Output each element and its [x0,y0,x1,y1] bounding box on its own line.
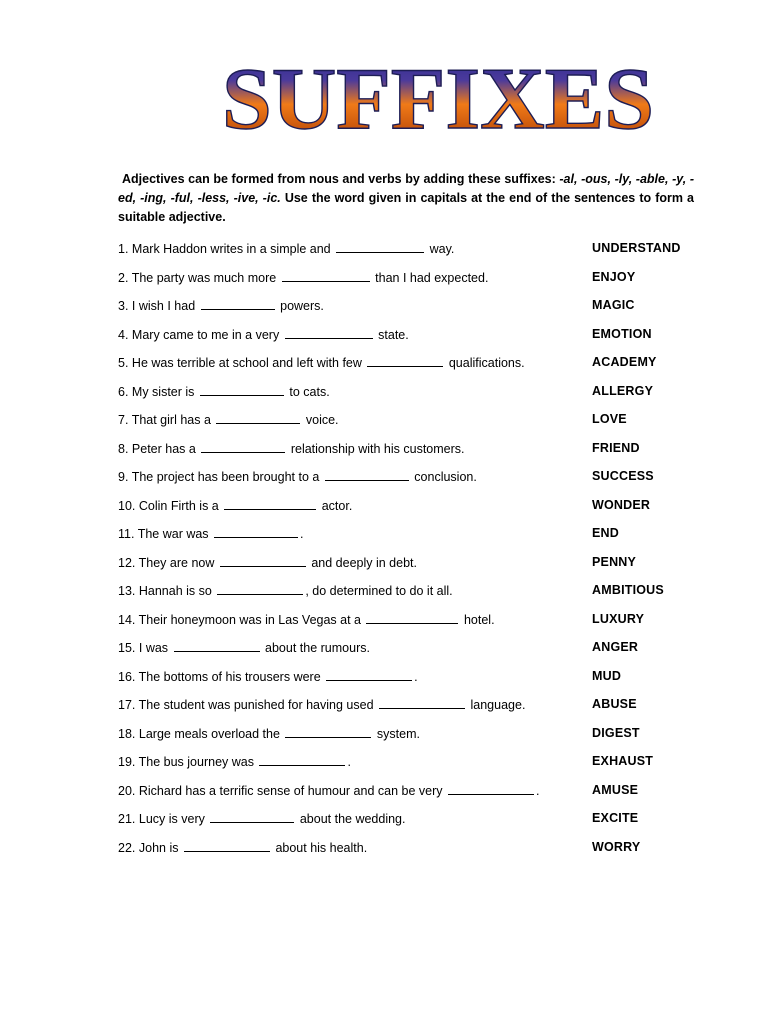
sentence-after-blank: hotel. [463,612,495,627]
item-number: 2. [118,270,129,285]
exercise-sentence [118,525,304,542]
base-word: LUXURY [592,611,645,626]
exercise-item [118,326,718,355]
sentence-before-blank: The project has been brought to a [131,470,320,484]
sentence-before-blank: The bottoms of his trousers were [138,669,321,684]
sentence-after-blank: way. [429,242,455,256]
sentence-before-blank: Richard has a terrific sense of humour and can be very [138,783,443,798]
sentence-after-blank: . [347,755,351,769]
instructions [118,170,694,227]
answer-blank[interactable] [282,269,370,282]
item-number: 20. [118,783,136,798]
sentence-before-blank: The student was punished for having used [138,698,374,712]
answer-blank[interactable] [220,554,306,567]
title-wordart [218,58,658,138]
sentence-after-blank: voice. [305,413,339,427]
exercise-sentence [118,326,409,343]
base-word: ALLERGY [592,383,654,398]
exercise-item [118,611,718,640]
answer-blank[interactable] [285,326,373,339]
exercise-item [118,582,718,611]
exercise-item [118,668,718,697]
base-word: ENJOY [592,269,636,284]
exercise-item [118,240,718,269]
answer-blank[interactable] [366,611,458,624]
sentence-before-blank: He was terrible at school and left with few [131,356,362,370]
answer-blank[interactable] [201,297,275,310]
item-number: 11. [118,527,135,541]
sentence-after-blank: about the rumours. [265,641,370,655]
answer-blank[interactable] [184,839,270,852]
item-number: 16. [118,669,136,684]
answer-blank[interactable] [216,411,300,424]
base-word: EXCITE [592,811,639,825]
exercise-sentence [118,839,367,856]
answer-blank[interactable] [367,354,443,367]
exercise-sentence [118,725,420,742]
exercise-sentence [118,468,477,485]
base-word: WORRY [592,839,641,854]
answer-blank[interactable] [379,696,465,709]
sentence-after-blank: about his health. [275,840,368,855]
item-number: 7. [118,413,129,427]
item-number: 14. [118,612,136,627]
sentence-before-blank: Their honeymoon was in Las Vegas at a [138,612,361,627]
answer-blank[interactable] [200,383,284,396]
exercise-item [118,554,718,583]
answer-blank[interactable] [217,582,303,595]
exercise-sentence [118,810,405,827]
sentence-before-blank: Large meals overload the [138,726,280,741]
item-number: 18. [118,726,136,741]
title-text: SUFFIXES [222,58,654,138]
sentence-after-blank: powers. [280,299,324,313]
exercise-sentence [118,696,525,713]
item-number: 12. [118,555,136,570]
sentence-after-blank: about the wedding. [299,812,406,826]
sentence-before-blank: The war was [137,527,209,541]
base-word: EXHAUST [592,754,654,768]
item-number: 13. [118,584,136,598]
exercise-sentence [118,554,417,571]
exercise-item [118,269,718,298]
base-word: ANGER [592,640,639,654]
item-number: 19. [118,755,136,769]
answer-blank[interactable] [224,497,316,510]
base-word: DIGEST [592,725,640,740]
exercise-item [118,839,718,868]
item-number: 1. [118,242,129,256]
sentence-after-blank: . [536,783,540,798]
sentence-before-blank: Colin Firth is a [138,498,219,513]
sentence-before-blank: Hannah is so [138,584,212,598]
base-word: ABUSE [592,697,637,711]
exercise-item [118,639,718,668]
exercise-sentence [118,782,539,799]
sentence-before-blank: The bus journey was [138,755,254,769]
base-word: AMUSE [592,782,639,797]
item-number: 21. [118,812,136,826]
exercise-item [118,810,718,839]
worksheet-title [218,58,658,138]
exercise-sentence [118,639,370,656]
exercise-list [118,240,718,867]
exercise-item [118,782,718,811]
item-number: 22. [118,840,136,855]
sentence-after-blank: to cats. [289,384,330,399]
answer-blank[interactable] [325,468,409,481]
sentence-before-blank: They are now [138,555,215,570]
exercise-sentence [118,269,488,286]
item-number: 4. [118,327,129,342]
exercise-sentence [118,297,324,314]
answer-blank[interactable] [285,725,371,738]
sentence-before-blank: The party was much more [131,270,277,285]
base-word: FRIEND [592,440,640,455]
exercise-item [118,440,718,469]
sentence-after-blank: and deeply in debt. [311,555,417,570]
sentence-before-blank: Mark Haddon writes in a simple and [131,242,331,256]
exercise-sentence [118,440,465,457]
answer-blank[interactable] [210,810,294,823]
exercise-sentence [118,753,351,770]
sentence-before-blank: My sister is [131,384,195,399]
sentence-before-blank: Mary came to me in a very [131,327,280,342]
exercise-sentence [118,383,330,400]
exercise-sentence [118,497,352,514]
sentence-after-blank: system. [376,726,420,741]
exercise-item [118,497,718,526]
sentence-after-blank: actor. [321,498,353,513]
sentence-after-blank: relationship with his customers. [290,441,465,456]
instructions-part1: Adjectives can be formed from nous and verbs by adding these suffixes: [122,172,560,186]
sentence-before-blank: I wish I had [131,299,196,313]
item-number: 9. [118,470,129,484]
exercise-sentence [118,240,454,257]
base-word: SUCCESS [592,469,654,483]
item-number: 17. [118,698,136,712]
sentence-after-blank: state. [378,327,409,342]
exercise-sentence [118,582,453,599]
sentence-after-blank: conclusion. [414,470,477,484]
exercise-item [118,525,718,554]
answer-blank[interactable] [448,782,534,795]
base-word: END [592,526,619,540]
item-number: 3. [118,299,129,313]
exercise-item [118,468,718,497]
exercise-item [118,383,718,412]
exercise-sentence [118,411,339,428]
item-number: 15. [118,641,136,655]
sentence-before-blank: Lucy is very [138,812,205,826]
answer-blank[interactable] [201,440,285,453]
item-number: 5. [118,356,129,370]
suffix-list: -al, -ous, -ly, -able, -y, -ed, -ing, -ful, -less, -ive, -ic. [118,172,694,205]
base-word: LOVE [592,412,627,426]
answer-blank[interactable] [259,753,345,766]
base-word: ACADEMY [592,355,657,369]
sentence-before-blank: John is [138,840,179,855]
exercise-sentence [118,668,418,685]
answer-blank[interactable] [326,668,412,681]
sentence-before-blank: That girl has a [131,413,211,427]
answer-blank[interactable] [174,639,260,652]
sentence-after-blank: language. [470,698,526,712]
base-word: MUD [592,668,622,683]
exercise-item [118,725,718,754]
answer-blank[interactable] [336,240,424,253]
instructions-part2: Use the word given in capitals at the end of the sentences to form a suitable adjective. [118,191,694,224]
sentence-after-blank: , do determined to do it all. [305,584,453,598]
base-word: EMOTION [592,326,652,341]
base-word: AMBITIOUS [592,583,664,597]
sentence-before-blank: Peter has a [131,441,196,456]
base-word: PENNY [592,554,637,569]
sentence-after-blank: qualifications. [448,356,525,370]
exercise-item [118,411,718,440]
answer-blank[interactable] [214,525,298,538]
exercise-item [118,696,718,725]
base-word: MAGIC [592,298,635,312]
base-word: UNDERSTAND [592,241,681,255]
item-number: 8. [118,441,129,456]
item-number: 6. [118,384,129,399]
sentence-after-blank: than I had expected. [375,270,489,285]
item-number: 10. [118,498,136,513]
exercise-sentence [118,354,525,371]
exercise-item [118,354,718,383]
sentence-after-blank: . [414,669,418,684]
base-word: WONDER [592,497,651,512]
sentence-after-blank: . [300,527,304,541]
exercise-item [118,753,718,782]
exercise-item [118,297,718,326]
sentence-before-blank: I was [138,641,169,655]
exercise-sentence [118,611,495,628]
